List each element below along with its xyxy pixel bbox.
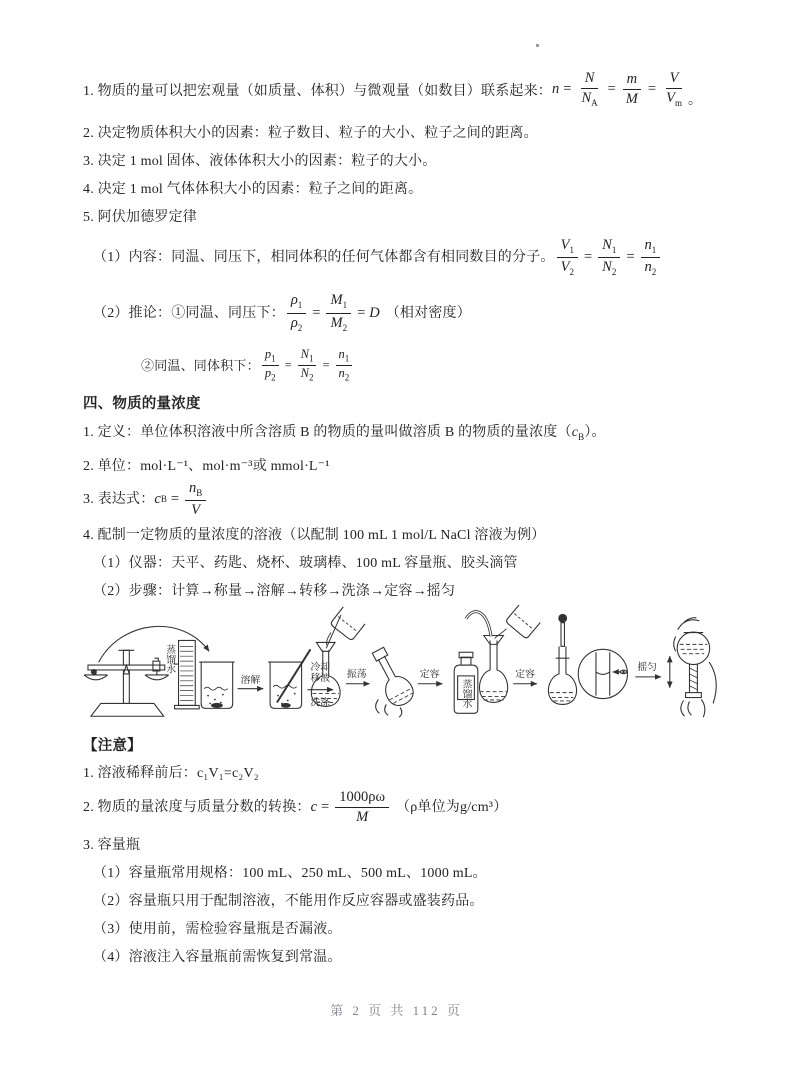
- fraction-N1-N2: $\frac{N_1}{N_2}$: [298, 348, 317, 383]
- shake-label: 振荡: [346, 668, 367, 680]
- corollary1-text: （2）推论：①同温、同压下：: [93, 305, 285, 321]
- expression-formula: [154, 480, 208, 520]
- expression-row: [83, 480, 710, 520]
- flask-spec-line: （1）容量瓶常用规格：100 mL、250 mL、500 mL、1000 mL。: [93, 865, 487, 881]
- conversion-formula: [311, 789, 391, 826]
- equals-sign: =: [321, 799, 330, 816]
- equals-sign: =: [284, 357, 292, 372]
- formula-var-D: D: [369, 304, 380, 321]
- dissolve-label: 溶解: [240, 674, 261, 686]
- note-2-row: [83, 789, 710, 826]
- volumetric-flask-funnel-icon: [311, 607, 365, 707]
- point-1-row: [83, 70, 710, 110]
- equals-sign: =: [357, 304, 366, 321]
- equals-sign: =: [583, 248, 593, 265]
- section-title: 四、物质的量浓度: [83, 395, 201, 412]
- mole-formula: [552, 70, 702, 110]
- graduated-cylinder-icon: [175, 641, 200, 709]
- fraction-M1-M2: $\frac{M_1}{M_2}$: [326, 292, 351, 334]
- balance-icon: [84, 650, 169, 716]
- formula-var-cB: c: [154, 490, 161, 507]
- formula-var-n: n: [552, 81, 560, 98]
- notes-title: 【注意】: [83, 738, 142, 755]
- pour-arc-arrow: [99, 626, 209, 662]
- fix-volume-label-2: 定容: [515, 668, 535, 680]
- equals-sign: =: [647, 81, 657, 98]
- formula-period: 。: [687, 92, 703, 108]
- cool-label: 冷却: [310, 662, 331, 674]
- definition-var-c: c: [571, 424, 579, 440]
- point-4-text: 4. 决定 1 mol 气体体积大小的因素：粒子之间的距离。: [83, 181, 423, 197]
- note-1-line: 1. 溶液稀释前后：c₁V₁=c₂V₂: [83, 766, 259, 782]
- fraction-n1-n2: $\frac{n_1}{n_2}$: [336, 348, 353, 383]
- flask-check-line: （3）使用前，需检验容量瓶是否漏液。: [93, 921, 342, 937]
- transfer-label: 移液: [310, 672, 331, 684]
- inverted-flask-hand-icon: [674, 618, 717, 718]
- equals-sign: =: [312, 304, 321, 321]
- expression-label: 3. 表达式：: [83, 491, 155, 507]
- definition-var-sub: B: [578, 431, 585, 442]
- fraction-rho1-rho2: $\frac{\rho_1}{\rho_2}$: [287, 292, 306, 334]
- note-2-label: 2. 物质的量浓度与质量分数的转换：: [83, 800, 311, 816]
- unit-line: 2. 单位：mol·L⁻¹、mol·m⁻³或 mmol·L⁻¹: [83, 458, 330, 474]
- formula-var-c: c: [310, 799, 318, 816]
- lower-hand-icon: [681, 700, 705, 718]
- distilled-water-label: 蒸馏水: [164, 644, 176, 674]
- definition-pre: 1. 定义：单位体积溶液中所含溶质 B 的物质的量叫做溶质 B 的物质的量浓度（: [83, 424, 572, 440]
- avogadro-content-row: [93, 237, 710, 279]
- fix-volume-label-1: 定容: [419, 668, 440, 680]
- fraction-N1-N2: $\frac{N_1}{N_2}$: [598, 237, 620, 279]
- equals-sign: =: [607, 81, 616, 98]
- arm-icon: [709, 662, 716, 703]
- definition-line: [83, 423, 710, 447]
- relative-density-note: （相对密度）: [385, 305, 471, 321]
- density-unit-note: （ρ单位为g/cm³）: [396, 800, 508, 816]
- flask-temp-line: （4）溶液注入容量瓶前需恢复到常温。: [93, 949, 342, 965]
- equals-sign: =: [626, 248, 635, 265]
- steps-line: （2）步骤：计算→称量→溶解→转移→洗涤→定容→摇匀: [93, 584, 456, 600]
- procedure-diagram: [83, 605, 723, 731]
- fraction-n1-n2: $\frac{n_1}{n_2}$: [641, 237, 661, 279]
- instruments-line: （1）仪器：天平、药匙、烧杯、玻璃棒、100 mL 容量瓶、胶头滴管: [93, 556, 518, 572]
- note-3-line: 3. 容量瓶: [83, 837, 141, 853]
- volumetric-flask-dropper-icon: [548, 614, 576, 705]
- stirring-beaker-icon: [268, 649, 310, 708]
- avogadro-content-text: （1）内容：同温、同压下，相同体积的任何气体都含有相同数目的分子。: [93, 249, 555, 265]
- equals-sign: =: [563, 81, 572, 98]
- corollary1-formula: [285, 292, 380, 334]
- dropper-bulb-icon: [558, 614, 567, 623]
- fraction-nB-V: $\frac{n_B}{V}$: [185, 480, 206, 520]
- flask-use-line: （2）容量瓶只用于配制溶液，不能用作反应容器或盛装药品。: [93, 893, 484, 909]
- definition-post: ）。: [584, 424, 606, 440]
- avogadro-corollary2-row: [141, 348, 710, 383]
- fraction-V-Vm: $\frac{V}{V_m}$: [666, 70, 682, 109]
- volumetric-flask-pour-icon: [466, 605, 540, 702]
- reagent-bottle-icon: [454, 652, 478, 713]
- beaker-icon: [199, 662, 234, 708]
- point-1-text: 1. 物质的量可以把宏观量（如质量、体积）与微观量（如数目）联系起来：: [83, 83, 552, 99]
- shaking-flask-icon: [366, 644, 418, 717]
- fraction-V1-V2: $\frac{V_1}{V_2}$: [557, 237, 578, 279]
- point-2-text: 2. 决定物质体积大小的因素：粒子数目、粒子的大小、粒子之间的距离。: [83, 125, 538, 141]
- equals-sign: =: [170, 490, 180, 507]
- point-3-text: 3. 决定 1 mol 固体、液体体积大小的因素：粒子的大小。: [83, 153, 437, 169]
- point-5-text: 5. 阿伏加德罗定律: [83, 209, 197, 225]
- meniscus-magnifier-icon: [578, 649, 627, 698]
- fraction-N-NA: $\frac{N}{N_A}$: [581, 70, 598, 109]
- fraction-p1-p2: $\frac{p_1}{p_2}$: [262, 348, 279, 383]
- wash-label: 洗涤: [310, 697, 331, 709]
- formula-var-cB-sub: B: [160, 494, 167, 505]
- fraction-m-M: $\frac{m}{M}$: [622, 71, 642, 108]
- bottle-label: 蒸馏水: [460, 678, 472, 709]
- corollary2-formula: [260, 348, 354, 383]
- avogadro-content-formula: [555, 237, 663, 279]
- corollary2-text: ②同温、同体积下：: [141, 357, 260, 373]
- equals-sign: =: [322, 357, 330, 372]
- stray-mark: [536, 44, 539, 47]
- mix-label: 摇匀: [637, 662, 657, 674]
- prep-line: 4. 配制一定物质的量浓度的溶液（以配制 100 mL 1 mol/L NaCl 溶液为例）: [83, 528, 546, 544]
- hand-icon: [376, 700, 402, 718]
- avogadro-corollary1-row: [93, 292, 710, 334]
- fraction-1000rhoomega-M: $\frac{1000\rho\omega}{M}$: [335, 789, 389, 826]
- page-number-footer: 第 2 页 共 112 页: [330, 1003, 463, 1018]
